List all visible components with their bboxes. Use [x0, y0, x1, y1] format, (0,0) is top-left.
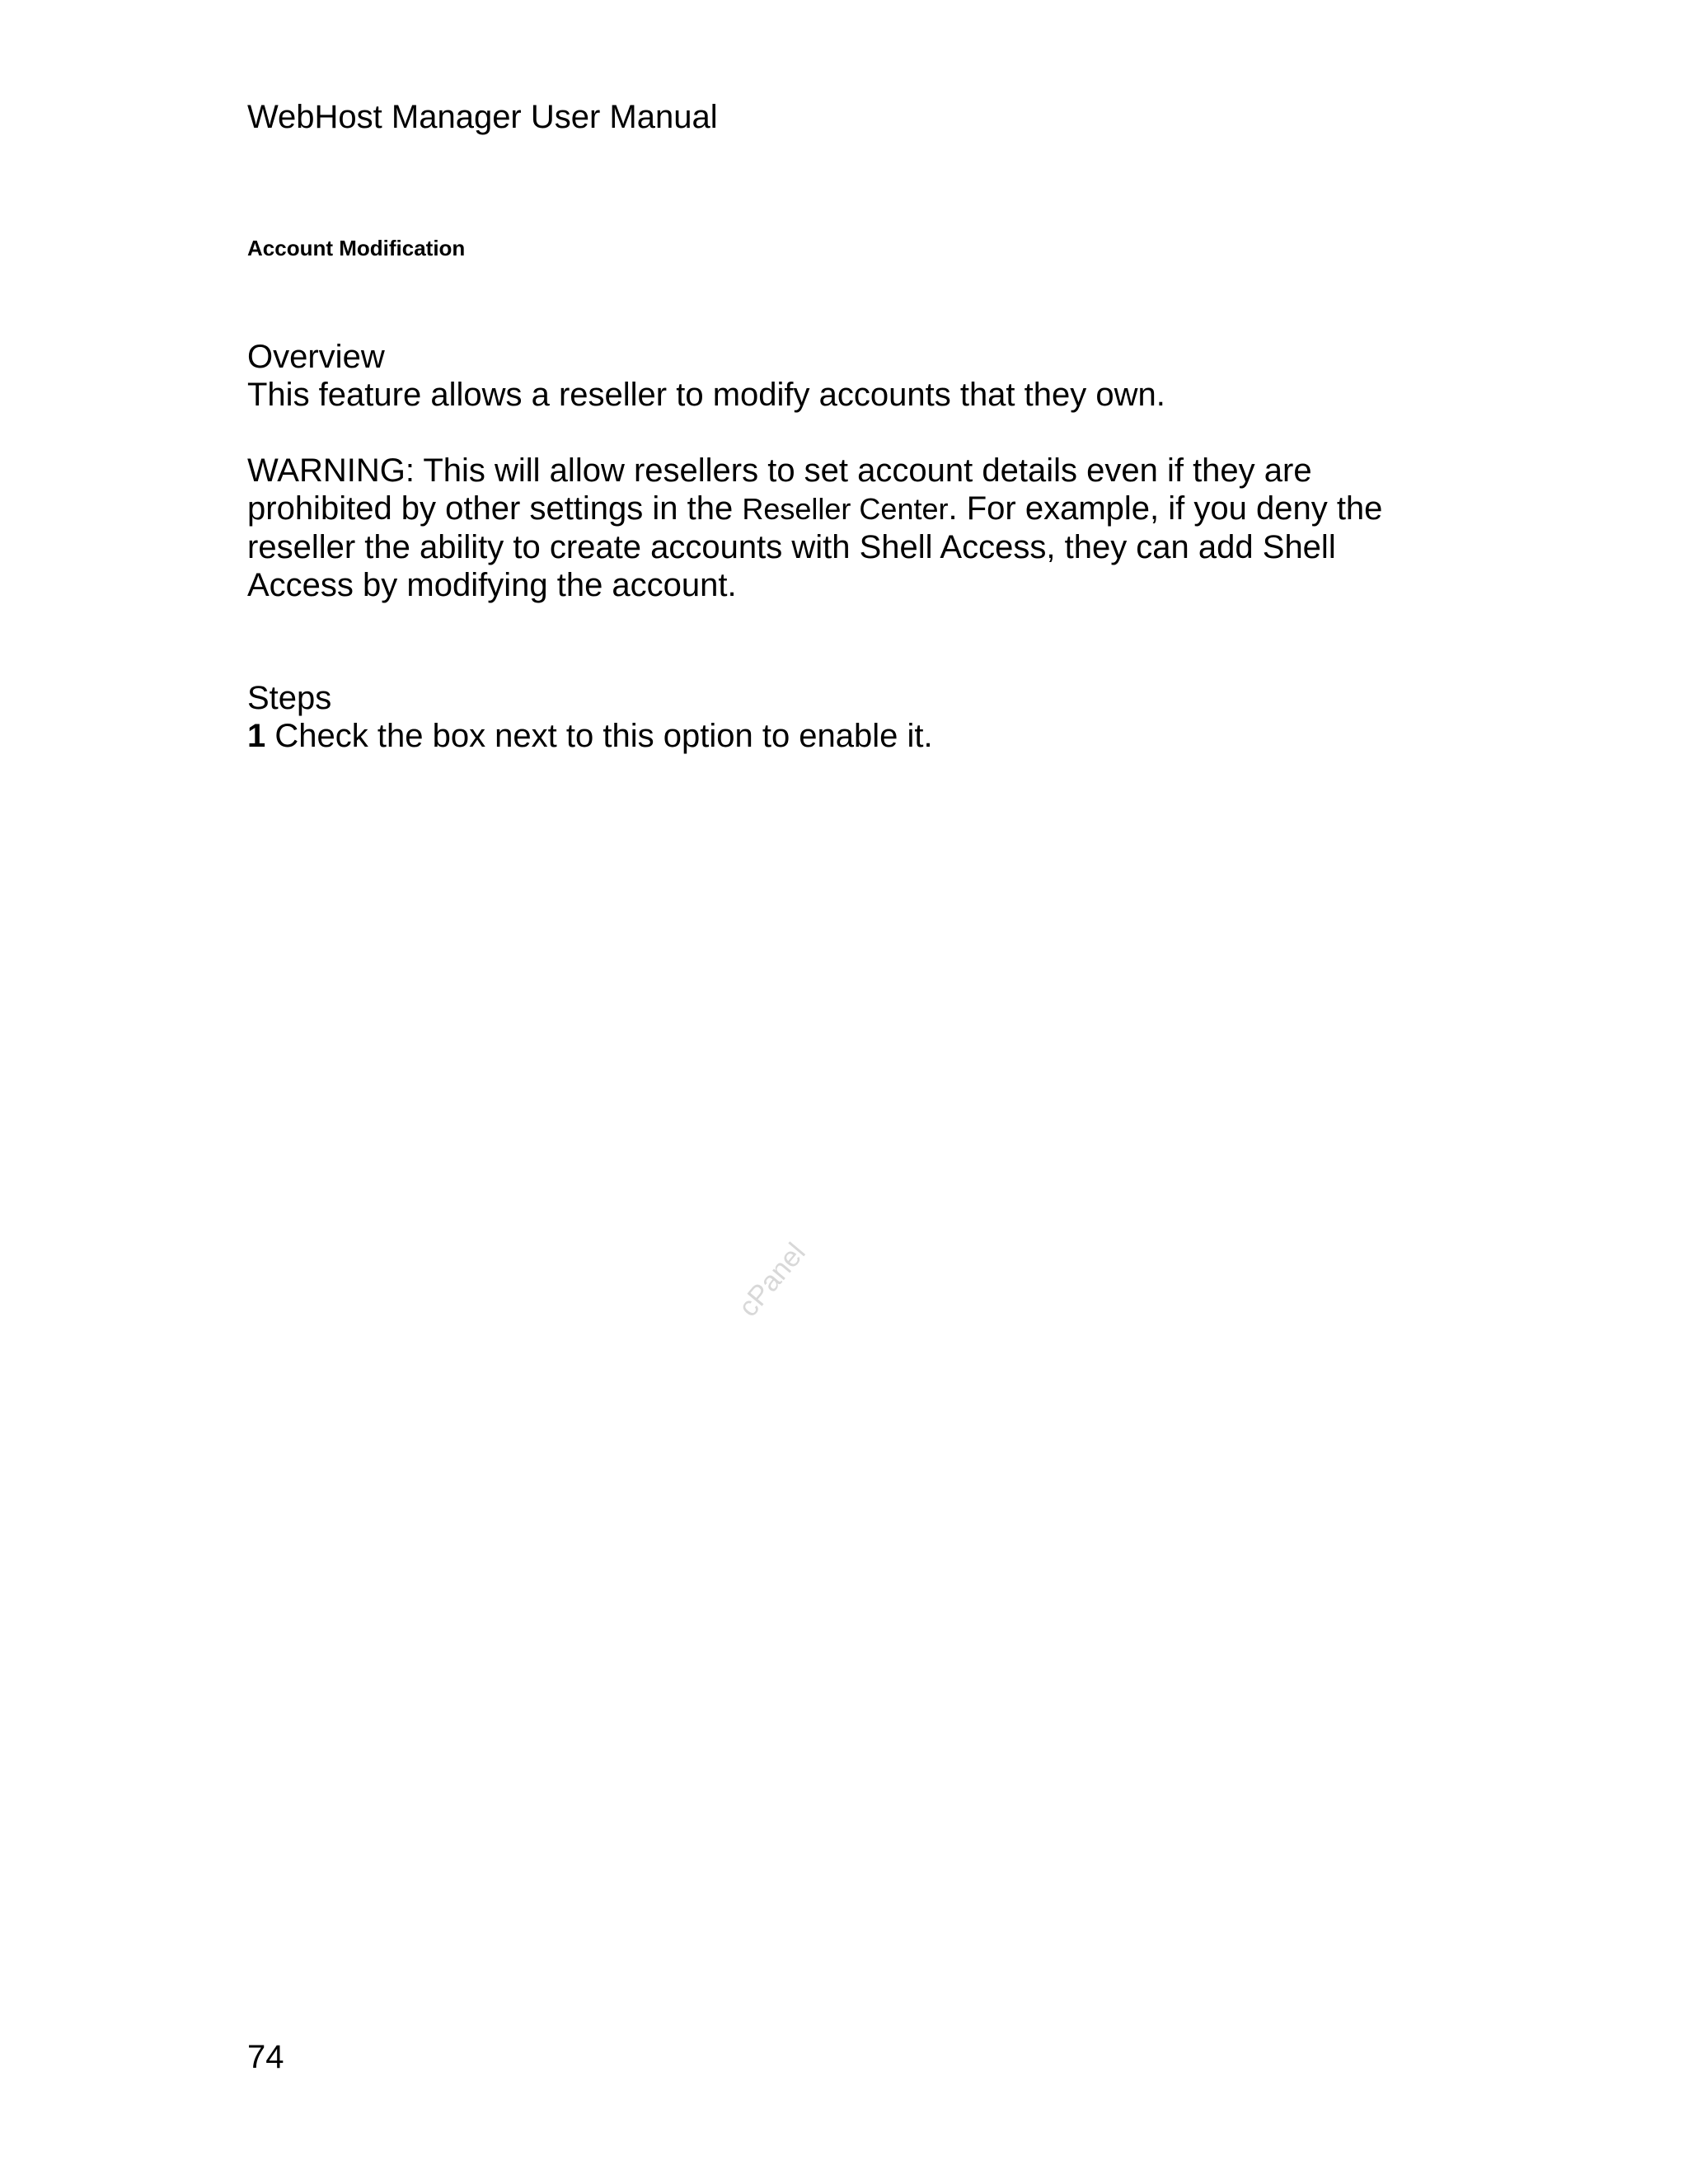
step-text: Check the box next to this option to enable it. — [265, 718, 933, 754]
steps-section — [247, 679, 1442, 755]
warning-line-2 — [247, 490, 1442, 528]
overview-text: This feature allows a reseller to modify accounts that they own. — [247, 377, 1165, 413]
warning-line-1: WARNING: This will allow resellers to set account details even if they are — [247, 452, 1312, 489]
steps-heading: Steps — [247, 680, 332, 716]
cpanel-watermark: cPanel — [732, 1236, 812, 1324]
overview-section — [247, 338, 1442, 414]
page-number: 74 — [247, 2039, 284, 2075]
warning-line-4: Access by modifying the account. — [247, 567, 737, 603]
warning-line-2-after: . For example, if you deny the — [948, 490, 1383, 527]
reseller-center-reference: Reseller Center — [742, 492, 949, 526]
overview-heading: Overview — [247, 339, 385, 375]
running-header: WebHost Manager User Manual — [247, 99, 718, 135]
section-title: Account Modification — [247, 236, 466, 260]
warning-paragraph — [247, 452, 1442, 604]
step-number: 1 — [247, 718, 266, 754]
step-item — [247, 717, 1442, 755]
warning-line-3: reseller the ability to create accounts with Shell Access, they can add Shell — [247, 529, 1336, 565]
warning-line-2-before: prohibited by other settings in the — [247, 490, 743, 527]
